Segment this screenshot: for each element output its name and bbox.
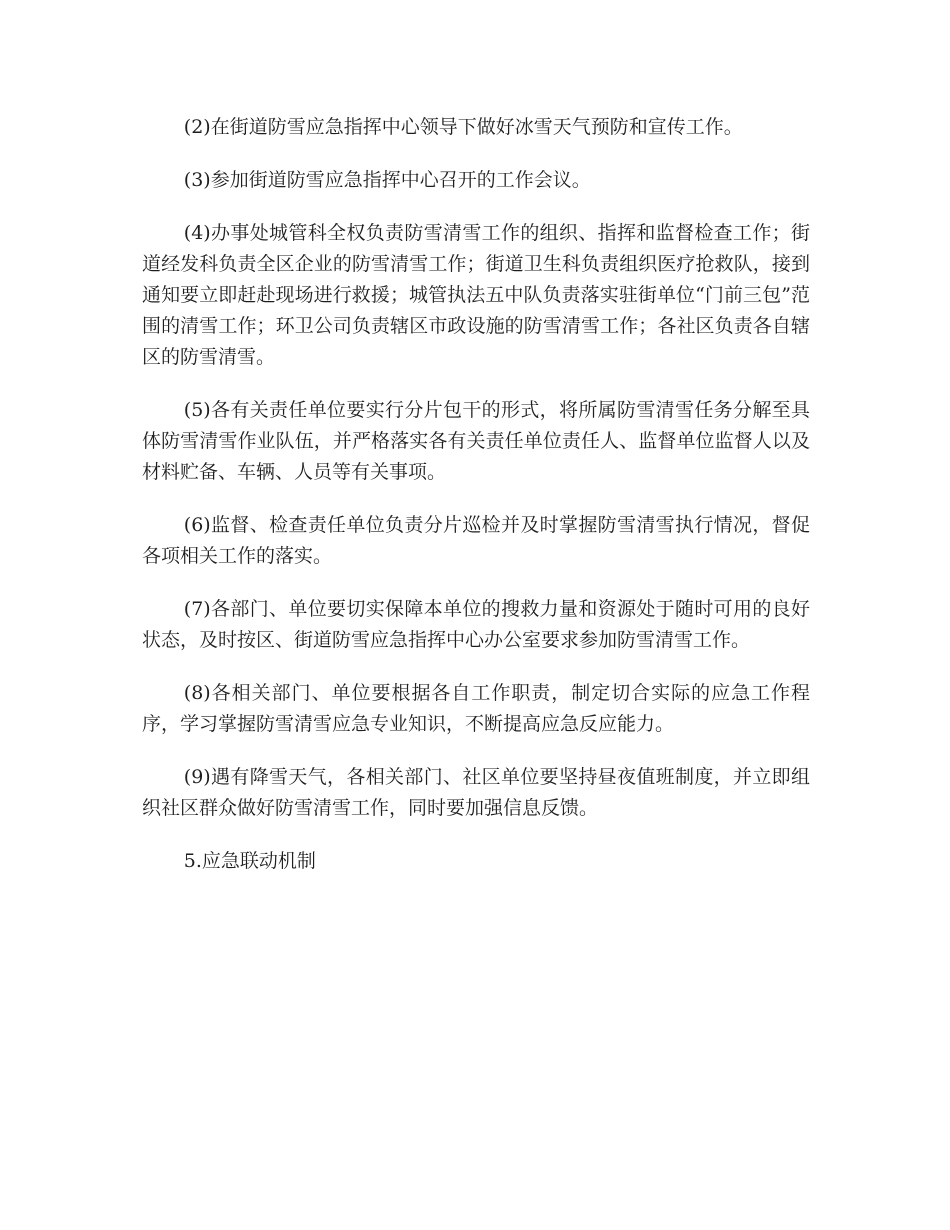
- paragraph-4: (4)办事处城管科全权负责防雪清雪工作的组织、指挥和监督检查工作；街道经发科负责全区企业的防雪清雪工作；街道卫生科负责组织医疗抢救队，接到通知要立即赶赴现场进行救援；城管执法五中队负责落实驻街单位“门前三包”范围的清雪工作；环卫公司负责辖区市政设施的防雪清雪工作；各社区负责各自辖区的防雪清雪。: [142, 222, 810, 368]
- section-heading: 5.应急联动机制: [183, 850, 316, 872]
- document-body: [142, 112, 810, 877]
- paragraph-3: (3)参加街道防雪应急指挥中心召开的工作会议。: [183, 169, 591, 191]
- paragraph-9: (9)遇有降雪天气，各相关部门、社区单位要坚持昼夜值班制度，并立即组织社区群众做好防雪清雪工作，同时要加强信息反馈。: [142, 766, 810, 819]
- paragraph-5: (5)各有关责任单位要实行分片包干的形式，将所属防雪清雪任务分解至具体防雪清雪作业队伍，并严格落实各有关责任单位责任人、监督单位监督人以及材料贮备、车辆、人员等有关事项。: [142, 399, 810, 483]
- paragraph-2: (2)在街道防雪应急指挥中心领导下做好冰雪天气预防和宣传工作。: [183, 116, 743, 138]
- paragraph-7: (7)各部门、单位要切实保障本单位的搜救力量和资源处于随时可用的良好状态，及时按区、街道防雪应急指挥中心办公室要求参加防雪清雪工作。: [142, 598, 810, 651]
- paragraph-6: (6)监督、检查责任单位负责分片巡检并及时掌握防雪清雪执行情况，督促各项相关工作的落实。: [142, 514, 810, 567]
- paragraph-8: (8)各相关部门、单位要根据各自工作职责，制定切合实际的应急工作程序，学习掌握防雪清雪应急专业知识，不断提高应急反应能力。: [142, 682, 810, 735]
